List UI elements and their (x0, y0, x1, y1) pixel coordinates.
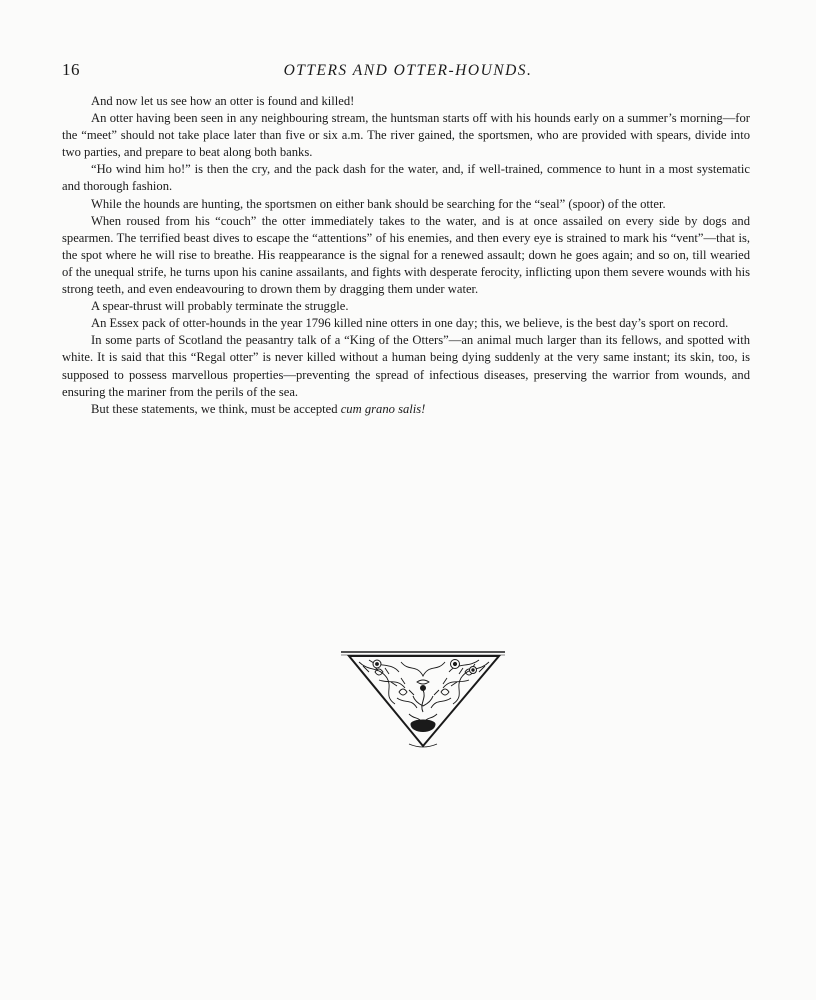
paragraph: An Essex pack of otter-hounds in the year 1796 killed nine otters in one day; this, we believe, is the best day’s sport on record. (91, 316, 729, 331)
latin-phrase: cum grano salis! (340, 401, 426, 416)
paragraph: When roused from his “couch” the otter immediately takes to the water, and is at once assailed on every side by dogs and spearmen. The terrified beast dives to escape the “attentions” of his enemies, and then every eye is strained to mark his “vent”—that is, the spot where he will rise to breathe. His reappearance is the signal for a renewed assault; down he goes again; and so on, till wearied of the unequal strife, he turns upon his canine assailants, and fights with desperate ferocity, inflicting upon them severe wounds with his strong teeth, and even endeavouring to drown them by dragging them under water. (62, 213, 750, 297)
closing-text: But these statements, we think, must be accepted (91, 401, 341, 416)
body-text (62, 93, 750, 418)
paragraph: And now let us see how an otter is found and killed! (91, 94, 355, 108)
paragraph: An otter having been seen in any neighbouring stream, the huntsman starts off with his hounds early on a summer’s morning—for the “meet” should not take place later than five or six a.m. The river gained, the sportsmen, who are provided with spears, divide into two parties, and prepare to beat along both banks. (62, 111, 750, 160)
page-number: 16 (62, 60, 80, 79)
paragraph: A spear-thrust will probably terminate the struggle. (91, 299, 349, 314)
paragraph: While the hounds are hunting, the sportsmen on either bank should be searching for the “seal” (spoor) of the otter. (91, 196, 666, 211)
paragraph: In some parts of Scotland the peasantry talk of a “King of the Otters”—an animal much larger than its fellows, and spotted with white. It is said that this “Regal otter” is never killed without a human being dying suddenly at the very same instant; its skin, too, is supposed to possess marvellous properties—preventing the spread of infectious diseases, preserving the warrior from wounds, and ensuring the mariner from the perils of the sea. (62, 333, 750, 399)
paragraph: “Ho wind him ho!” is then the cry, and the pack dash for the water, and, if well-trained, commence to hunt in a most systematic and thorough fashion. (62, 162, 750, 194)
running-title: OTTERS AND OTTER-HOUNDS. (283, 62, 533, 79)
triangular-floral-tailpiece-icon (339, 648, 507, 752)
closing-paragraph (62, 401, 750, 418)
